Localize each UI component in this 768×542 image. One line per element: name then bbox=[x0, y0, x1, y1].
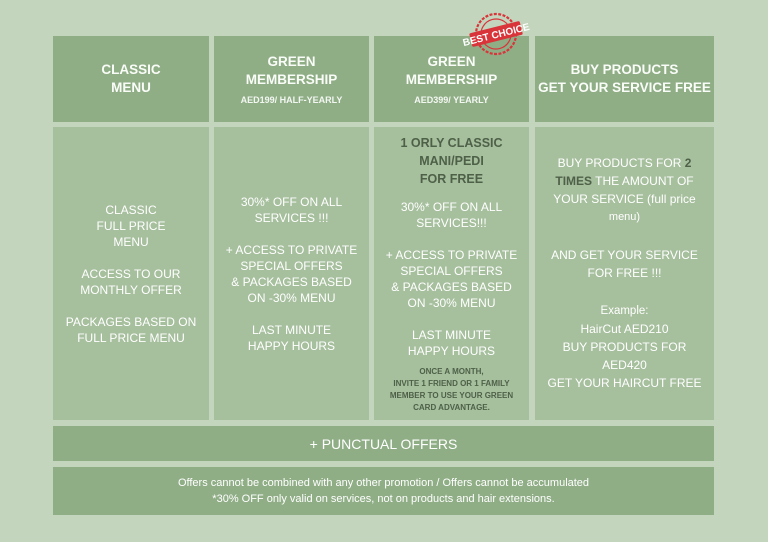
text-line: ON -30% MENU bbox=[407, 296, 496, 310]
terms-line: Offers cannot be combined with any other promotion / Offers cannot be accumulated bbox=[177, 477, 590, 489]
title-line: GREEN bbox=[267, 54, 316, 69]
text-line: & PACKAGES BASED bbox=[231, 274, 352, 289]
text-line: MONTHLY OFFER bbox=[80, 282, 182, 297]
title-line: MENU bbox=[111, 80, 151, 95]
text-line: 30%* OFF ON ALL bbox=[240, 194, 343, 209]
text-line: FULL PRICE bbox=[96, 218, 166, 233]
highlight-number: 2 bbox=[684, 156, 692, 170]
text-line: SPECIAL OFFERS bbox=[400, 264, 503, 278]
text-line: & PACKAGES BASED bbox=[391, 280, 512, 294]
text-line: FULL PRICE MENU bbox=[77, 330, 185, 345]
text-line: HAPPY HOURS bbox=[247, 338, 336, 353]
text-line: INVITE 1 FRIEND OR 1 FAMILY bbox=[393, 379, 510, 388]
text-line: SERVICES!!! bbox=[416, 216, 487, 230]
text-line: BUY PRODUCTS FOR bbox=[562, 340, 687, 354]
text-span: BUY PRODUCTS FOR bbox=[557, 156, 685, 170]
text-line: SERVICES !!! bbox=[254, 210, 329, 225]
punctual-offers-banner bbox=[53, 426, 714, 461]
yearly-benefits bbox=[374, 199, 529, 359]
title-line: MEMBERSHIP bbox=[405, 72, 498, 87]
text-line: AED420 bbox=[602, 358, 647, 372]
terms-footer bbox=[53, 467, 714, 515]
text-line: 30%* OFF ON ALL bbox=[400, 200, 503, 214]
text-line: ACCESS TO OUR bbox=[81, 266, 181, 281]
header-classic-menu bbox=[53, 36, 209, 122]
text-line: HairCut AED210 bbox=[580, 322, 669, 336]
terms-line: *30% OFF only valid on services, not on products and hair extensions. bbox=[212, 493, 555, 505]
text-line: CARD ADVANTAGE. bbox=[413, 403, 490, 412]
text-line: Example: bbox=[600, 305, 649, 317]
column-title bbox=[246, 53, 338, 89]
header-buy-products bbox=[535, 36, 714, 122]
header-green-membership-half-yearly bbox=[214, 36, 369, 122]
column-price: AED199/ HALF-YEARLY bbox=[240, 95, 343, 105]
title-line: MEMBERSHIP bbox=[245, 72, 338, 87]
text-line bbox=[555, 173, 693, 189]
title-line: CLASSIC bbox=[101, 62, 161, 77]
buy-products-details bbox=[535, 127, 714, 420]
title-line: BUY PRODUCTS bbox=[570, 62, 679, 77]
highlight-word: TIMES bbox=[555, 174, 593, 188]
text-line: YOUR SERVICE (full price bbox=[553, 192, 696, 206]
invite-friend-note bbox=[374, 366, 529, 414]
yearly-details bbox=[374, 127, 529, 420]
text-line: LAST MINUTE bbox=[411, 328, 492, 342]
badge-text: BEST CHOICE bbox=[461, 21, 531, 50]
text-line: FOR FREE bbox=[419, 172, 484, 186]
half-yearly-details bbox=[214, 127, 369, 420]
text-line: ON -30% MENU bbox=[247, 290, 336, 305]
text-line: MENU bbox=[113, 234, 149, 249]
classic-menu-details bbox=[53, 127, 209, 420]
column-title bbox=[538, 61, 711, 97]
text-line: PACKAGES BASED ON bbox=[65, 314, 197, 329]
text-line: MANI/PEDI bbox=[419, 154, 484, 168]
text-span: THE AMOUNT OF bbox=[592, 174, 694, 188]
text-line: MEMBER TO USE YOUR GREEN bbox=[389, 391, 514, 400]
text-line: SPECIAL OFFERS bbox=[240, 258, 343, 273]
text-line: GET YOUR HAIRCUT FREE bbox=[547, 376, 702, 390]
title-line: GET YOUR SERVICE FREE bbox=[538, 80, 711, 95]
spacer bbox=[374, 231, 529, 247]
text-line: menu) bbox=[608, 211, 641, 223]
text-line: AND GET YOUR SERVICE bbox=[551, 248, 698, 262]
text-line: + ACCESS TO PRIVATE bbox=[385, 248, 518, 262]
column-title bbox=[101, 61, 160, 97]
text-line: + ACCESS TO PRIVATE bbox=[225, 242, 358, 257]
text-line bbox=[558, 155, 692, 171]
punctual-offers-text: + PUNCTUAL OFFERS bbox=[309, 435, 458, 452]
title-line: GREEN bbox=[427, 54, 476, 69]
column-price: AED399/ YEARLY bbox=[414, 95, 489, 105]
free-mani-pedi bbox=[374, 134, 529, 188]
best-choice-stamp-icon bbox=[461, 10, 531, 58]
text-line: 1 ORLY CLASSIC bbox=[400, 136, 503, 150]
column-title bbox=[406, 53, 498, 89]
spacer bbox=[374, 311, 529, 327]
text-line: HAPPY HOURS bbox=[407, 344, 496, 358]
text-line: FOR FREE !!! bbox=[587, 266, 662, 280]
text-line: LAST MINUTE bbox=[251, 322, 332, 337]
text-line: CLASSIC bbox=[105, 202, 157, 217]
text-line: ONCE A MONTH, bbox=[419, 367, 484, 376]
